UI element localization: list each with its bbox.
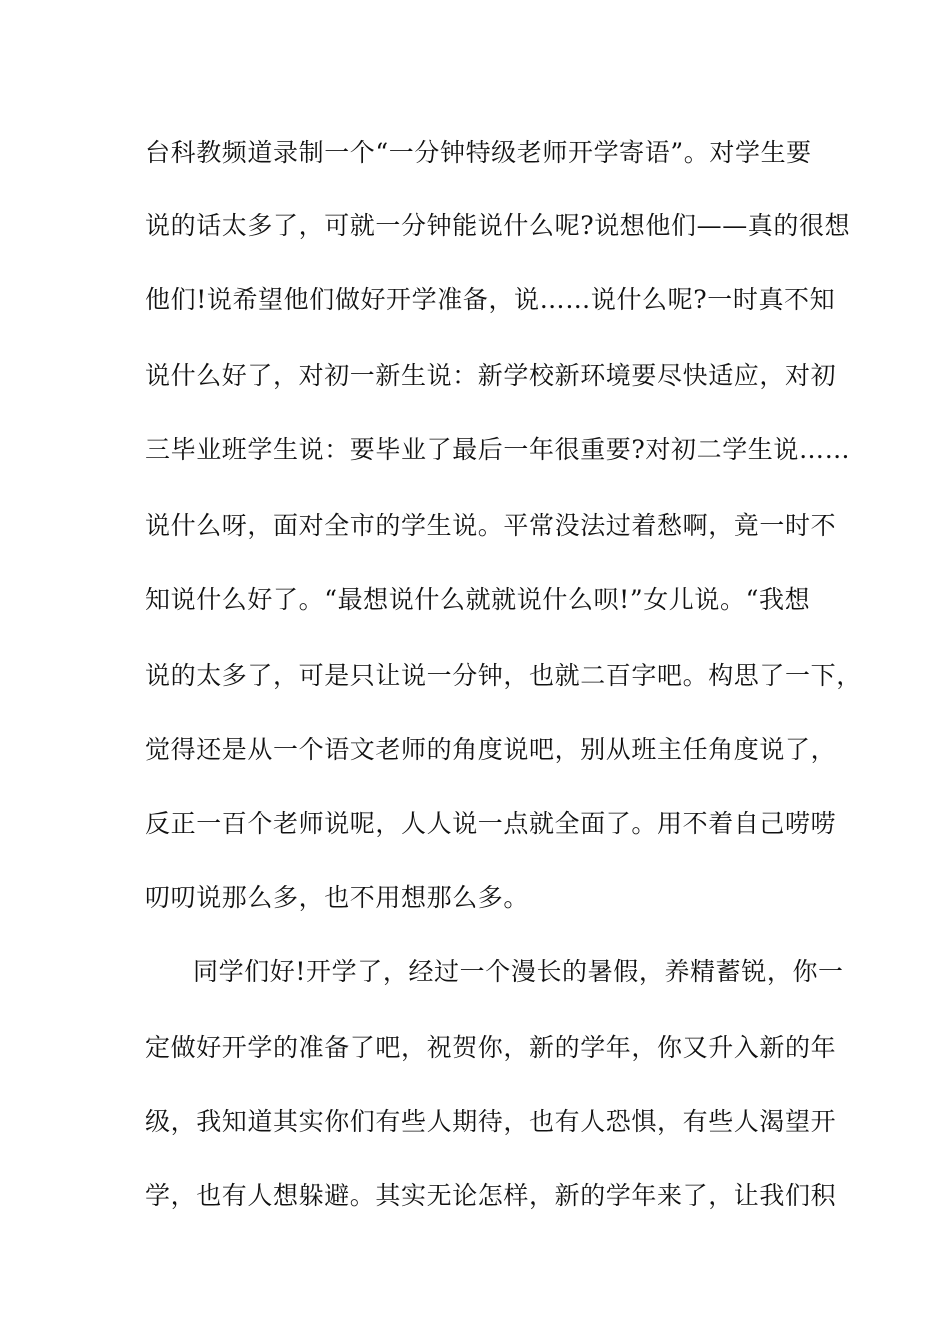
text-line: 定做好开学的准备了吧，祝贺你，新的学年，你又升入新的年 [145, 1033, 837, 1062]
text-line: 说的话太多了，可就一分钟能说什么呢?说想他们——真的很想 [145, 211, 851, 240]
text-line: 知说什么好了。“最想说什么就就说什么呗!”女儿说。“我想 [145, 585, 811, 614]
text-line: 级，我知道其实你们有些人期待，也有人恐惧，有些人渴望开 [145, 1107, 837, 1136]
text-line: 他们!说希望他们做好开学准备，说……说什么呢?一时真不知 [145, 285, 836, 314]
text-line: 说的太多了，可是只让说一分钟，也就二百字吧。构思了一下， [145, 661, 862, 690]
text-line: 学，也有人想躲避。其实无论怎样，新的学年来了，让我们积 [145, 1181, 837, 1210]
text-line: 三毕业班学生说：要毕业了最后一年很重要?对初二学生说…… [145, 435, 851, 464]
text-line: 叨叨说那么多，也不用想那么多。 [145, 883, 530, 912]
paragraph-first-line: 同学们好!开学了，经过一个漫长的暑假，养精蓄锐，你一 [193, 957, 844, 986]
text-line: 台科教频道录制一个“一分钟特级老师开学寄语”。对学生要 [145, 138, 812, 167]
text-line: 反正一百个老师说呢，人人说一点就全面了。用不着自己唠唠 [145, 809, 837, 838]
text-line: 觉得还是从一个语文老师的角度说吧，别从班主任角度说了， [145, 735, 837, 764]
text-line: 说什么呀，面对全市的学生说。平常没法过着愁啊，竟一时不 [145, 511, 837, 540]
text-line: 说什么好了，对初一新生说：新学校新环境要尽快适应，对初 [145, 361, 837, 390]
